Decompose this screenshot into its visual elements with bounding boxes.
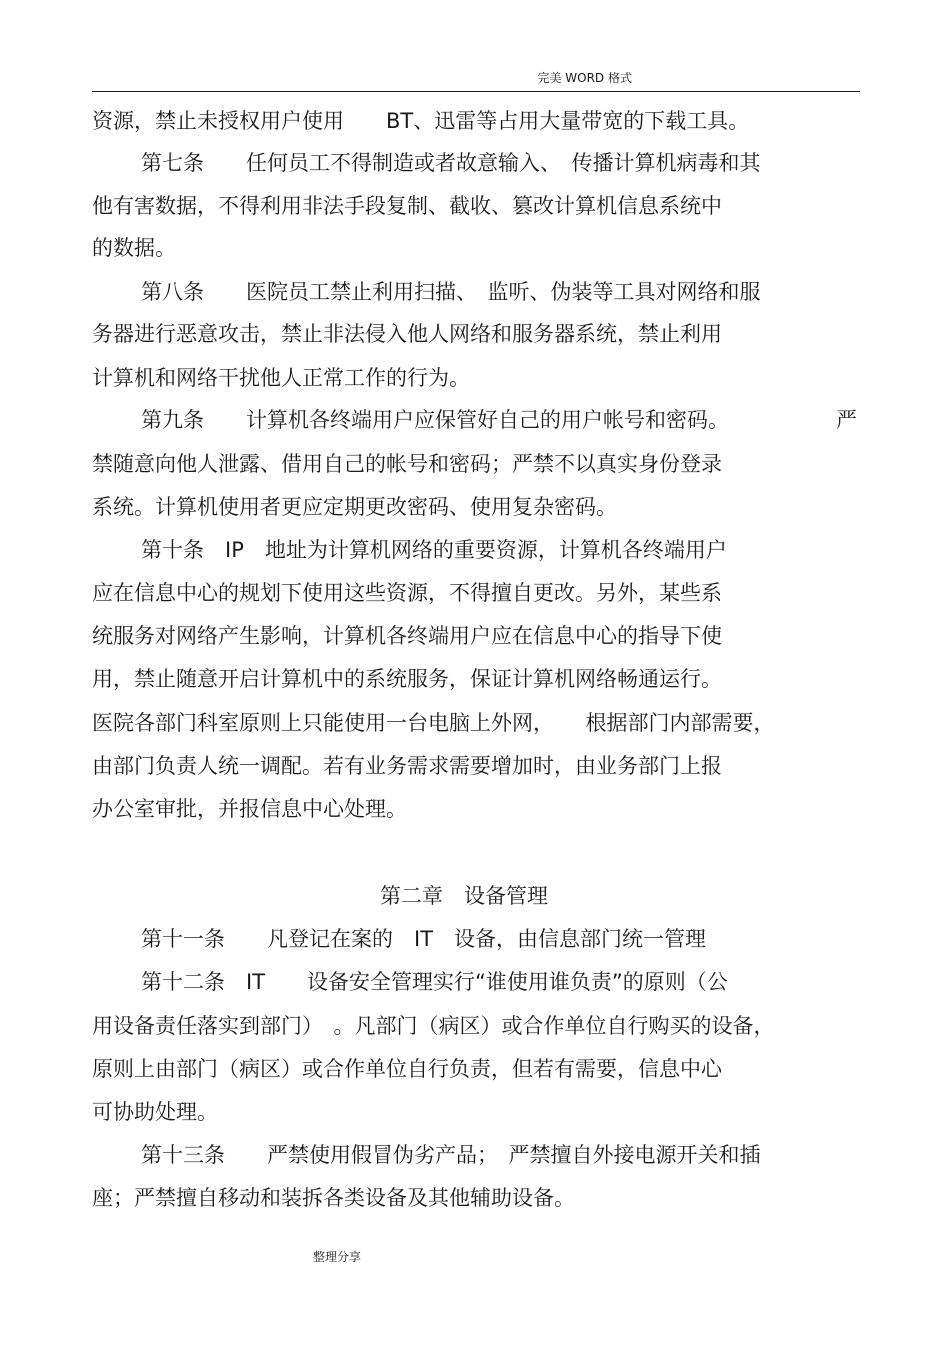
text-line: 他有害数据，不得利用非法手段复制、截收、篡改计算机信息系统中 (92, 194, 722, 218)
text-line: 严 (836, 408, 857, 432)
text-line: 计算机和网络干扰他人正常工作的行为。 (92, 366, 470, 390)
text-line: 应在信息中心的规划下使用这些资源，不得擅自更改。另外，某些系 (92, 581, 722, 605)
page-footer: 整理分享 (313, 1250, 362, 1264)
text-line: 可协助处理。 (92, 1100, 218, 1124)
text-line: 资源，禁止未授权用户使用 BT、迅雷等占用大量带宽的下载工具。 (92, 109, 750, 133)
text-line: 办公室审批，并报信息中心处理。 (92, 797, 407, 821)
text-line: 统服务对网络产生影响，计算机各终端用户应在信息中心的指导下使 (92, 624, 722, 648)
text-line: 第十条 IP 地址为计算机网络的重要资源，计算机各终端用户 (141, 538, 727, 562)
text-line: 第十一条 凡登记在案的 IT 设备，由信息部门统一管理 (141, 927, 707, 951)
text-line: 第七条 任何员工不得制造或者故意输入、 传播计算机病毒和其 (141, 151, 761, 175)
text-line: 第十二条 IT 设备安全管理实行“谁使用谁负责”的原则（公 (141, 970, 728, 994)
text-line: 用设备责任落实到部门） 。凡部门（病区）或合作单位自行购买的设备， (92, 1014, 775, 1038)
text-line: 由部门负责人统一调配。若有业务需求需要增加时，由业务部门上报 (92, 754, 722, 778)
text-line: 原则上由部门（病区）或合作单位自行负责，但若有需要，信息中心 (92, 1057, 722, 1081)
text-line: 禁随意向他人泄露、借用自己的帐号和密码；严禁不以真实身份登录 (92, 452, 722, 476)
text-line: 第九条 计算机各终端用户应保管好自己的用户帐号和密码。 (141, 408, 729, 432)
text-line: 用，禁止随意开启计算机中的系统服务，保证计算机网络畅通运行。 (92, 667, 722, 691)
text-line: 医院各部门科室原则上只能使用一台电脑上外网， 根据部门内部需要， (92, 711, 775, 735)
header-text: 完美 WORD 格式 (537, 71, 632, 85)
text-line: 系统。计算机使用者更应定期更改密码、使用复杂密码。 (92, 495, 617, 519)
text-line: 第十三条 严禁使用假冒伪劣产品； 严禁擅自外接电源开关和插 (141, 1143, 761, 1167)
text-line: 第八条 医院员工禁止利用扫描、 监听、伪装等工具对网络和服 (141, 280, 761, 304)
chapter-title: 第二章 设备管理 (380, 884, 548, 908)
text-line: 务器进行恶意攻击，禁止非法侵入他人网络和服务器系统，禁止利用 (92, 322, 722, 346)
text-line: 座；严禁擅自移动和装拆各类设备及其他辅助设备。 (92, 1186, 575, 1210)
page-header (92, 70, 860, 92)
text-line: 的数据。 (92, 236, 176, 260)
